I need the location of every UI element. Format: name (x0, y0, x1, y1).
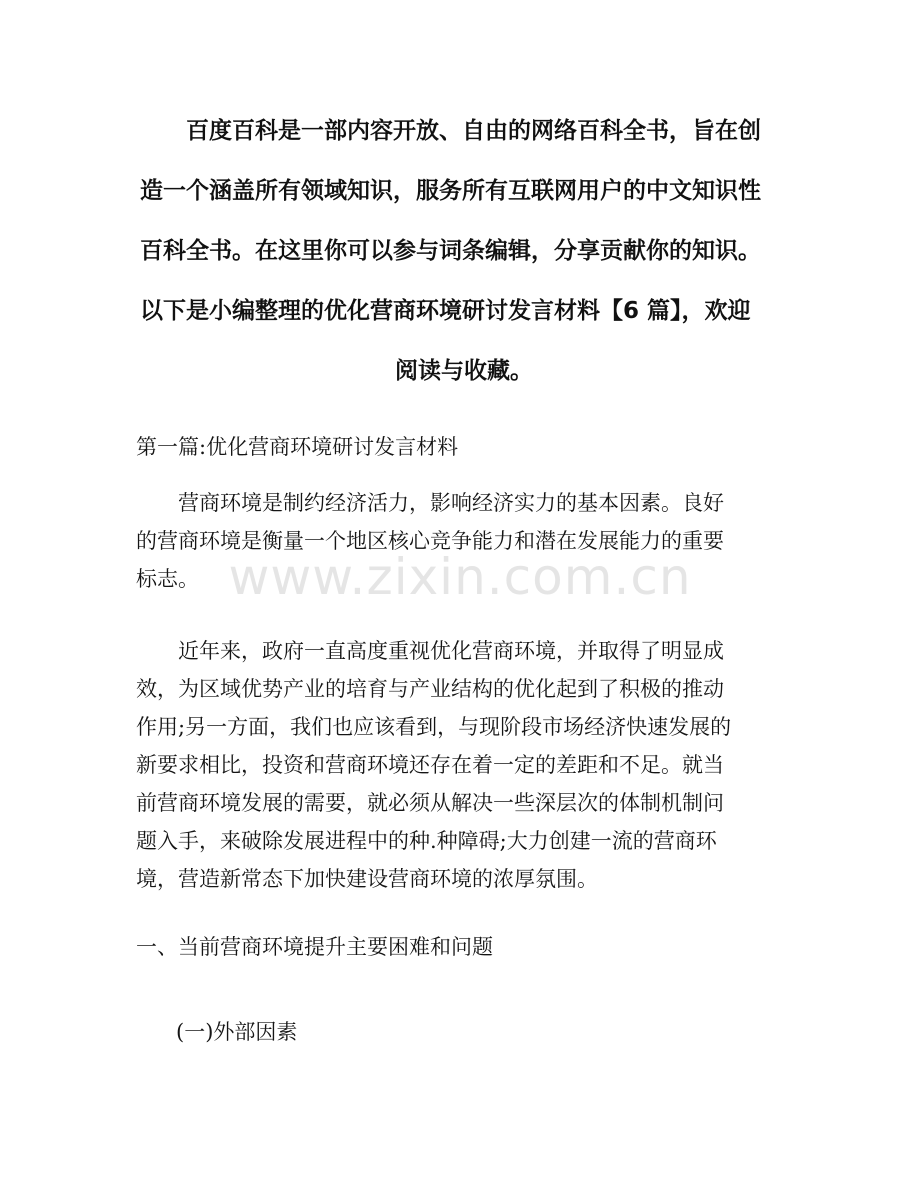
section-title: 第一篇:优化营商环境研讨发言材料 (136, 435, 459, 459)
intro-line: 阅读与收藏。 (395, 358, 533, 384)
watermark: www.zixin.com.cn (228, 548, 692, 606)
paragraph-line: 境，营造新常态下加快建设营商环境的浓厚氛围。 (136, 867, 598, 891)
intro-line: 百度百科是一部内容开放、自由的网络百科全书，旨在创 (140, 118, 761, 144)
paragraph-line: 标志。 (136, 567, 199, 591)
paragraph-line: 前营商环境发展的需要，就必须从解决一些深层次的体制机制问 (136, 791, 724, 815)
paragraph-line: 效，为区域优势产业的培育与产业结构的优化起到了积极的推动 (136, 677, 724, 701)
subheading: 一、当前营商环境提升主要困难和问题 (136, 935, 493, 959)
intro-line: 造一个涵盖所有领域知识，服务所有互联网用户的中文知识性 (140, 178, 761, 204)
intro-line: 百科全书。在这里你可以参与词条编辑，分享贡献你的知识。 (140, 238, 761, 264)
paragraph (136, 484, 786, 598)
intro-line: 以下是小编整理的优化营商环境研讨发言材料【6 篇】，欢迎 (140, 298, 751, 324)
paragraph-line: 营商环境是制约经济活力，影响经济实力的基本因素。良好 (136, 491, 724, 515)
paragraph-line: 作用;另一方面，我们也应该看到，与现阶段市场经济快速发展的 (136, 715, 732, 739)
paragraph (136, 632, 786, 898)
subheading: (一)外部因素 (176, 1020, 298, 1044)
intro-paragraph (140, 101, 788, 401)
paragraph-line: 的营商环境是衡量一个地区核心竞争能力和潜在发展能力的重要 (136, 529, 724, 553)
paragraph-line: 新要求相比，投资和营商环境还存在着一定的差距和不足。就当 (136, 753, 724, 777)
paragraph-line: 题入手，来破除发展进程中的种.种障碍;大力创建一流的营商环 (136, 829, 717, 853)
paragraph-line: 近年来，政府一直高度重视优化营商环境，并取得了明显成 (136, 639, 724, 663)
